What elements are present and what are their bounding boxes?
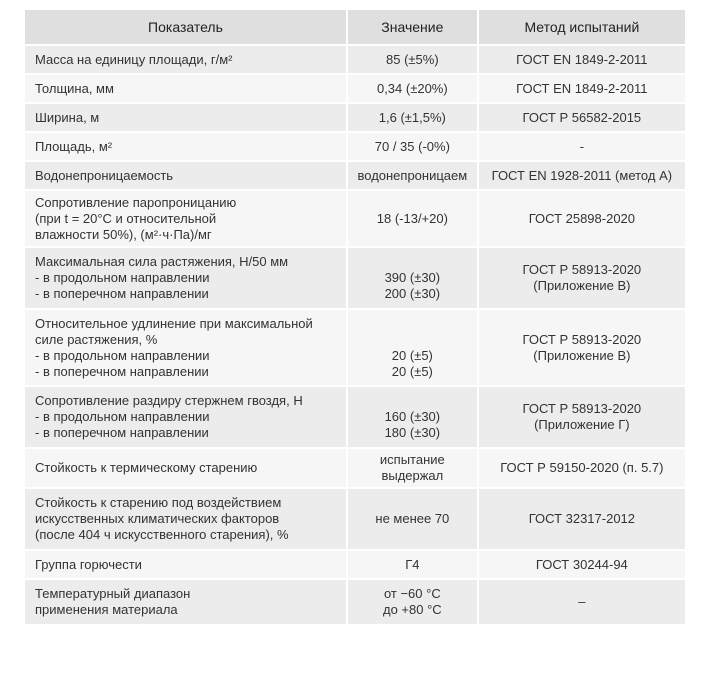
cell-line: ГОСТ Р 58913-2020 [522, 262, 642, 277]
table-row [25, 551, 685, 578]
cell-line: 0,34 (±20%) [376, 80, 448, 96]
cell-line: ГОСТ 32317-2012 [528, 511, 636, 526]
property-cell [25, 191, 346, 246]
cell-line: до +80 °С [383, 602, 442, 617]
cell-line [352, 316, 473, 332]
table-body [25, 46, 685, 624]
cell-line: - в продольном направлении [35, 347, 210, 363]
property-cell [25, 133, 346, 160]
cell-line: применения материала [35, 602, 178, 617]
cell-line: 200 (±30) [384, 286, 441, 301]
header-row [25, 10, 685, 44]
properties-table [23, 8, 687, 626]
property-cell [25, 310, 346, 385]
cell-line: 160 (±30) [384, 409, 441, 424]
cell-line: (Приложение Г) [534, 417, 630, 432]
cell-line: не менее 70 [375, 511, 450, 526]
cell-line: искусственных климатических факторов [35, 511, 280, 526]
cell-line: Стойкость к термическому старению [35, 460, 258, 475]
value-cell [348, 162, 477, 189]
value-cell [348, 46, 477, 73]
cell-line: Сопротивление раздиру стержнем гвоздя, Н [35, 393, 303, 408]
cell-line: выдержал [381, 468, 444, 483]
method-cell [479, 449, 685, 487]
cell-line: ГОСТ Р 59150-2020 (п. 5.7) [500, 460, 664, 475]
method-cell [479, 191, 685, 246]
cell-line: - в поперечном направлении [35, 425, 209, 440]
property-cell [25, 551, 346, 578]
value-cell [348, 310, 477, 385]
method-cell [479, 489, 685, 549]
table-row [25, 580, 685, 624]
cell-line: влажности 50%), (м²·ч·Па)/мг [35, 226, 212, 242]
property-cell [25, 46, 346, 73]
property-cell [25, 248, 346, 308]
method-cell [479, 162, 685, 189]
cell-line: Максимальная сила растяжения, Н/50 мм [35, 254, 289, 269]
value-cell [348, 551, 477, 578]
cell-line: ГОСТ EN 1849-2-2011 [516, 51, 648, 67]
cell-line: - [579, 138, 585, 154]
cell-line: ГОСТ Р 58913-2020 [522, 401, 642, 416]
table-row [25, 75, 685, 102]
cell-line: 1,6 (±1,5%) [378, 109, 446, 125]
cell-line: (Приложение В) [533, 347, 631, 363]
cell-line: водонепроницаем [357, 167, 468, 183]
header-method: Метод испытаний [479, 10, 685, 44]
cell-line [352, 393, 473, 409]
cell-line: 20 (±5) [391, 363, 433, 379]
cell-line: – [578, 594, 586, 609]
cell-line: ГОСТ Р 56582-2015 [522, 109, 642, 125]
value-cell [348, 489, 477, 549]
cell-line: Г4 [405, 556, 420, 572]
cell-line: от −60 °С [383, 586, 441, 601]
table-row [25, 104, 685, 131]
method-cell [479, 551, 685, 578]
cell-line: (при t = 20°С и относительной [35, 210, 217, 226]
cell-line: (Приложение В) [533, 278, 631, 293]
cell-line: Масса на единицу площади, г/м² [35, 51, 233, 67]
property-cell [25, 449, 346, 487]
value-cell [348, 449, 477, 487]
cell-line [352, 254, 473, 270]
cell-line: Группа горючести [35, 556, 142, 572]
cell-line: - в поперечном направлении [35, 286, 209, 301]
cell-line: 180 (±30) [384, 425, 441, 440]
cell-line: 390 (±30) [384, 270, 441, 285]
value-cell [348, 133, 477, 160]
table-row [25, 191, 685, 246]
cell-line: ГОСТ EN 1928-2011 (метод А) [491, 167, 673, 183]
cell-line: Стойкость к старению под воздействием [35, 495, 282, 510]
table-row [25, 449, 685, 487]
cell-line: ГОСТ EN 1849-2-2011 [516, 80, 648, 96]
method-cell [479, 310, 685, 385]
cell-line: (после 404 ч искусственного старения), % [35, 527, 289, 542]
value-cell [348, 75, 477, 102]
value-cell [348, 580, 477, 624]
method-cell [479, 75, 685, 102]
cell-line: Ширина, м [35, 109, 100, 125]
cell-line: 85 (±5%) [386, 51, 439, 67]
table-row [25, 387, 685, 447]
method-cell [479, 580, 685, 624]
method-cell [479, 387, 685, 447]
cell-line: Водонепроницаемость [35, 167, 174, 183]
cell-line: Толщина, мм [35, 80, 114, 96]
cell-line: 18 (-13/+20) [376, 210, 448, 226]
cell-line: Площадь, м² [35, 138, 113, 154]
property-cell [25, 75, 346, 102]
cell-line: ГОСТ 25898-2020 [528, 210, 636, 226]
cell-line: испытание [379, 452, 445, 467]
header-value: Значение [348, 10, 477, 44]
cell-line: силе растяжения, % [35, 331, 158, 347]
table-row [25, 46, 685, 73]
property-cell [25, 387, 346, 447]
cell-line: - в продольном направлении [35, 409, 210, 424]
table-row [25, 162, 685, 189]
property-cell [25, 104, 346, 131]
method-cell [479, 133, 685, 160]
value-cell [348, 191, 477, 246]
property-cell [25, 580, 346, 624]
value-cell [348, 248, 477, 308]
property-cell [25, 489, 346, 549]
cell-line: ГОСТ 30244-94 [535, 556, 628, 572]
method-cell [479, 248, 685, 308]
method-cell [479, 104, 685, 131]
cell-line: - в поперечном направлении [35, 363, 209, 379]
method-cell [479, 46, 685, 73]
cell-line: ГОСТ Р 58913-2020 [522, 331, 642, 347]
value-cell [348, 104, 477, 131]
table-row [25, 133, 685, 160]
property-cell [25, 162, 346, 189]
header-property: Показатель [25, 10, 346, 44]
value-cell [348, 387, 477, 447]
table-row [25, 489, 685, 549]
cell-line: - в продольном направлении [35, 270, 210, 285]
cell-line: Относительное удлинение при максимальной [35, 315, 313, 331]
table-row [25, 310, 685, 385]
cell-line [352, 332, 473, 348]
cell-line: Сопротивление паропроницанию [35, 194, 237, 210]
table-row [25, 248, 685, 308]
cell-line: 20 (±5) [391, 347, 433, 363]
cell-line: Температурный диапазон [35, 586, 191, 601]
cell-line: 70 / 35 (-0%) [374, 138, 450, 154]
